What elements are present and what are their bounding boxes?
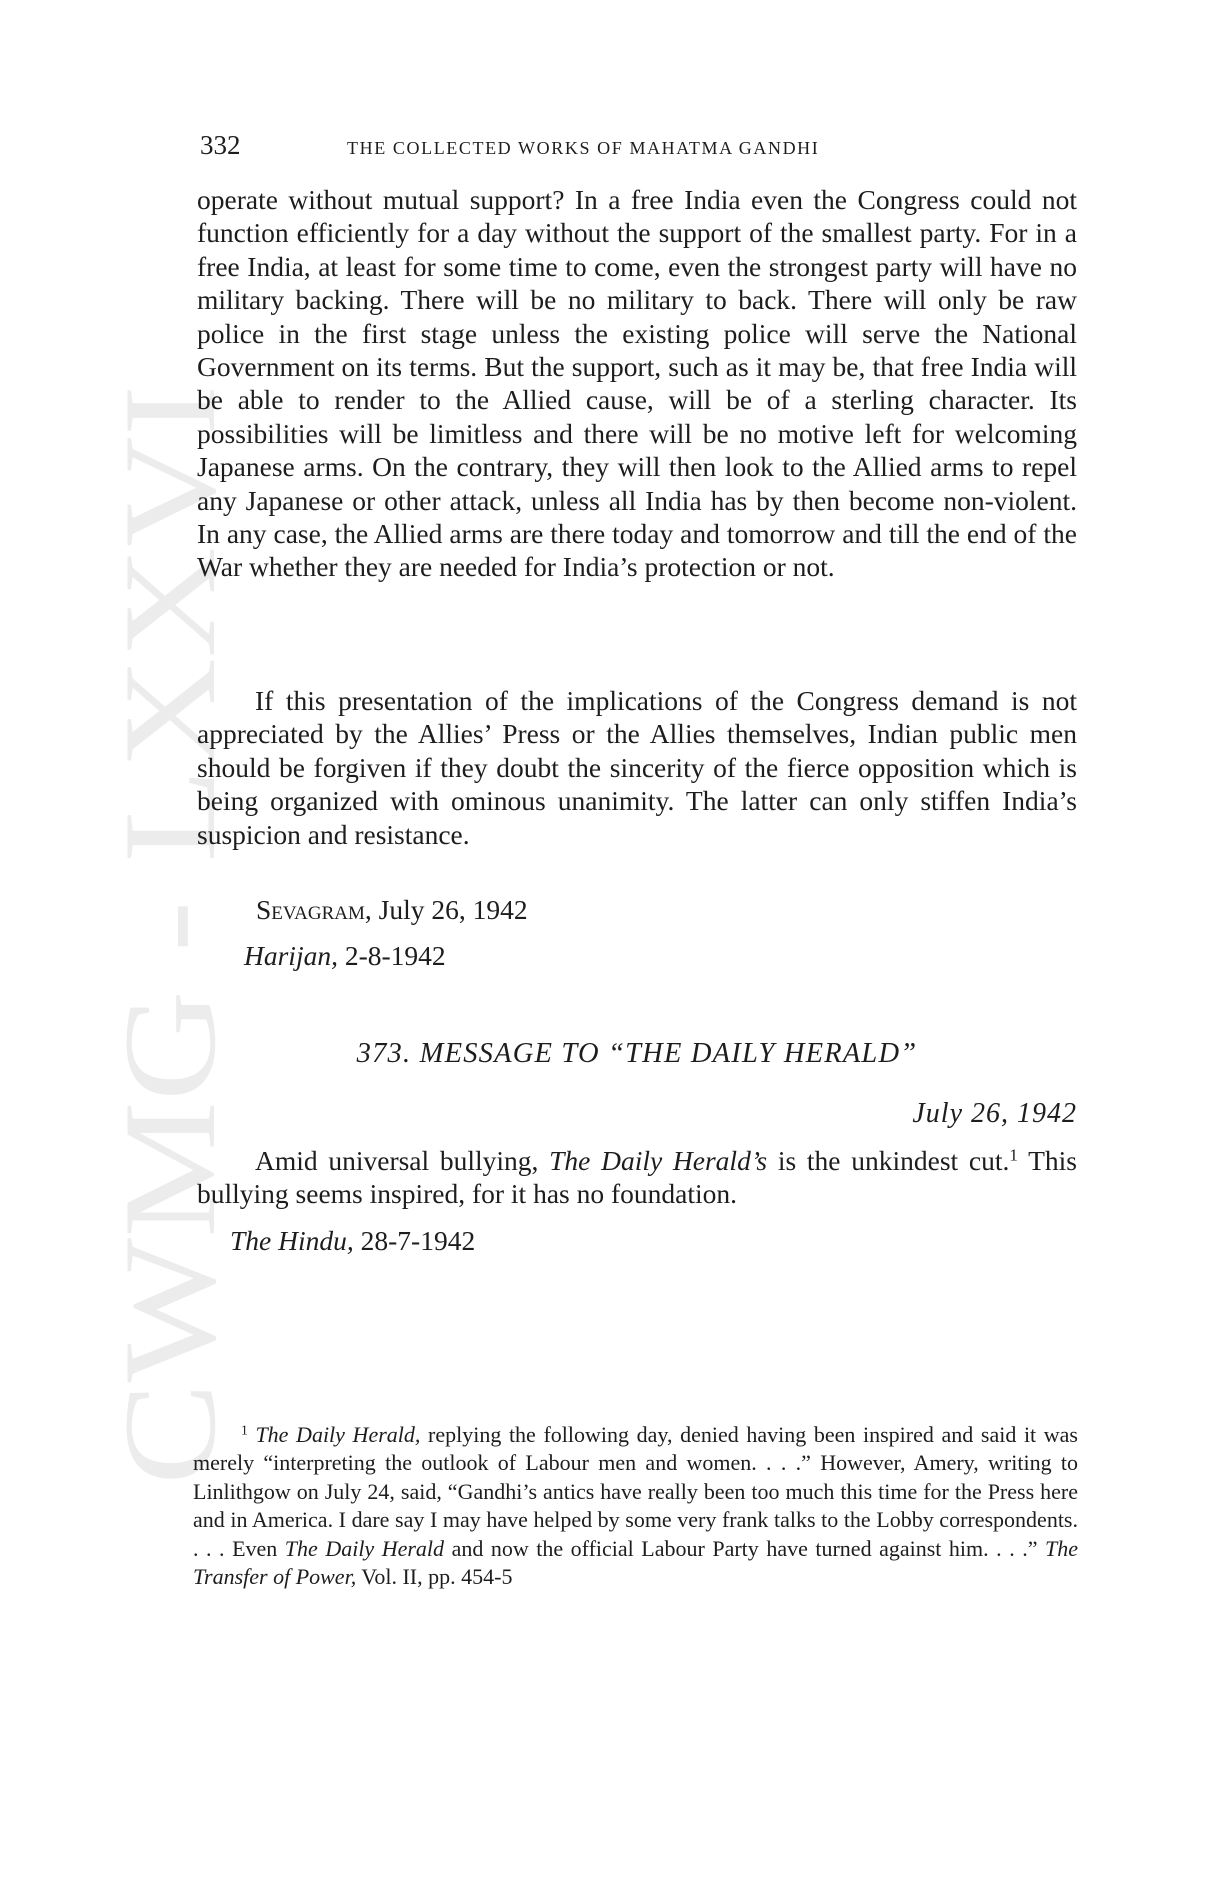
text-segment: Vol. II, pp. 454-5 (356, 1564, 513, 1590)
watermark-text: CWMG - LXXVI (96, 539, 243, 1485)
page-header (200, 130, 1078, 170)
body-paragraph (197, 1144, 1077, 1211)
text-segment: This bullying seems inspired, for it has no foundation. (197, 1145, 1077, 1210)
book-title: The Transfer of Power, (193, 1535, 1079, 1590)
dateline: July 26, 1942 (378, 894, 528, 925)
text-segment: is the unkindest cut. (767, 1145, 1010, 1176)
body-paragraph: operate without mutual support? In a free India even the Congress could not function efficiently for a day without the support of the smallest party. For in a free India, at least for some time to come, even the strongest party will have no military backing. There will be no military to back. There will only be raw police in the first stage unless the existing police will serve the National Government on its terms. But the support, such as it may be, that free India will be able to render to the Allied cause, will be of a sterling character. Its possibilities will be limitless and there will be no motive left for welcoming Japanese arms. On the contrary, they will then look to the Allied arms to repel any Japanese or other attack, unless all India has by then become non-violent. In any case, the Allied arms are there today and tomorrow and till the end of the War whether they are needed for India’s protection or not. (197, 184, 1077, 583)
footnote-number: 1 (241, 1422, 248, 1438)
text-segment: replying the following day, denied having been inspired and said it was merely “interpreting the outlook of Labour men and women. . . .” However, Amery, writing to Linlithgow on July 24, said, “Gandhi’s antics have really been too much this time for the Press here and in America. I dare say I may have helped by some very frank talks to the Lobby correspondents. . . . Even (193, 1422, 1078, 1561)
paper-name: The Daily Herald (284, 1535, 445, 1561)
paper-name: The Daily Herald, (255, 1422, 421, 1447)
page-number: 332 (200, 130, 241, 160)
text-segment: and now the official Labour Party have turned against him. . . .” (444, 1535, 1046, 1561)
source-citation (230, 1225, 475, 1257)
source-publication: Harijan, (244, 940, 338, 971)
continued-text (197, 183, 1077, 584)
item-date: July 26, 1942 (912, 1098, 1077, 1129)
body-paragraph: If this presentation of the implications of the Congress demand is not appreciated by the Allies’ Press or the Allies themselves, Indian public men should be forgiven if they doubt the sincerity of the fierce opposition which is being organized with ominous unanimity. The latter can only stiffen India’s suspicion and resistance. (197, 685, 1077, 850)
running-head: THE COLLECTED WORKS OF MAHATMA GANDHI (347, 138, 820, 158)
source-citation (244, 940, 446, 972)
place-date-line (256, 894, 528, 926)
place-name: Sevagram, (256, 894, 372, 925)
text-segment: Amid universal bullying, (255, 1145, 550, 1176)
footnote-text (193, 1421, 1078, 1591)
paper-name: The Daily Herald’s (549, 1145, 768, 1176)
footnote-marker: 1 (1009, 1145, 1018, 1165)
source-publication: The Hindu, (230, 1225, 354, 1256)
footnote (193, 1421, 1078, 1591)
source-date: 28-7-1942 (360, 1225, 476, 1256)
item-heading: 373. MESSAGE TO “THE DAILY HERALD” (356, 1038, 918, 1069)
closing-text (197, 684, 1077, 851)
source-date: 2-8-1942 (344, 940, 446, 971)
message-text (197, 1144, 1077, 1211)
